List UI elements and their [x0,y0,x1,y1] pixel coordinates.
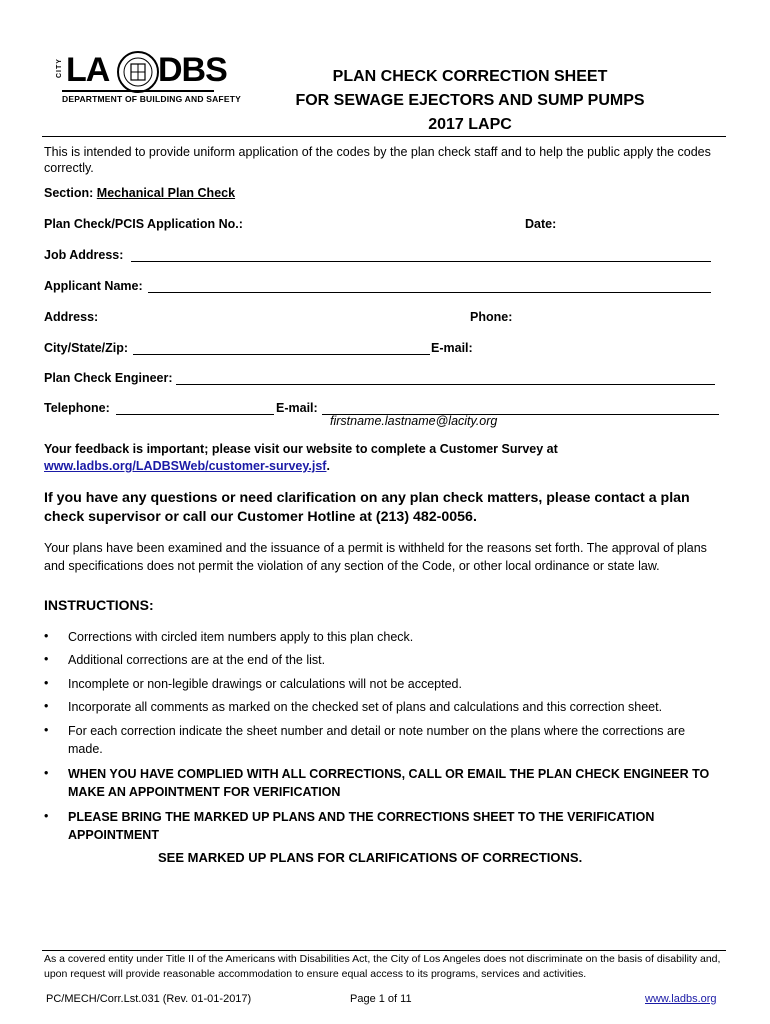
job-address-field[interactable] [131,261,711,262]
title-line-1: PLAN CHECK CORRECTION SHEET [332,68,608,85]
email-hint: firstname.lastname@lacity.org [330,414,498,428]
engineer-label: Plan Check Engineer: [44,371,173,385]
bullet-icon: • [44,699,49,713]
instruction-item: WHEN YOU HAVE COMPLIED WITH ALL CORRECTIONS, CALL OR EMAIL THE PLAN CHECK ENGINEER TO MAKE AN APPOINTMENT FOR VERIFICATION [68,767,710,799]
bullet-icon: • [44,766,49,780]
instruction-item: Incomplete or non-legible drawings or calculations will not be accepted. [68,677,462,691]
title-line-2: FOR SEWAGE EJECTORS AND SUMP PUMPS [295,92,645,109]
instruction-item: For each correction indicate the sheet number and detail or note number on the plans where the corrections are made. [68,724,686,756]
city-state-zip-field[interactable] [133,354,430,355]
footer-rule [42,950,726,951]
city-seal-icon [116,50,160,94]
section-line [44,186,235,200]
plan-check-label: Plan Check/PCIS Application No.: [44,217,243,231]
questions-text: If you have any questions or need clarification on any plan check matters, please contact a plan check supervisor or call our Customer Hotline at (213) 482-0056. [44,490,690,525]
ada-notice: As a covered entity under Title II of the Americans with Disabilities Act, the City of Los Angeles does not discriminate on the basis of disability and, upon request will provide reasonable accommodation to ensure equal access to its programs, services and activities. [44,953,721,980]
form-id: PC/MECH/Corr.Lst.031 (Rev. 01-01-2017) [46,993,252,1005]
date-label: Date: [525,217,557,231]
engineer-field[interactable] [176,384,715,385]
instruction-item: PLEASE BRING THE MARKED UP PLANS AND THE CORRECTIONS SHEET TO THE VERIFICATION APPOINTMENT [68,810,655,842]
logo-city-text: CITY [56,58,63,78]
header-rule [42,136,726,137]
applicant-name-field[interactable] [148,292,711,293]
logo-dbs-text: DBS [158,51,227,89]
telephone-label: Telephone: [44,401,110,415]
bullet-icon: • [44,723,49,737]
logo-rule [62,90,214,92]
bullet-icon: • [44,652,49,666]
email2-label: E-mail: [276,401,318,415]
feedback-period: . [326,459,330,473]
section-value: Mechanical Plan Check [96,186,236,200]
telephone-field[interactable] [116,414,274,415]
feedback-link-line [44,459,330,473]
address-label: Address: [44,310,99,324]
bullet-icon: • [44,809,49,823]
title-line-3: 2017 LAPC [428,116,512,133]
logo-dept-text: DEPARTMENT OF BUILDING AND SAFETY [62,94,241,104]
bullet-icon: • [44,676,49,690]
logo-la-text: LA [66,51,110,89]
instruction-item: Incorporate all comments as marked on the checked set of plans and calculations and this correction sheet. [68,700,663,714]
phone-label: Phone: [470,310,513,324]
feedback-text: Your feedback is important; please visit our website to complete a Customer Survey at [44,442,558,456]
job-address-label: Job Address: [44,248,124,262]
ladbs-logo [56,48,241,110]
page-number: Page 1 of 11 [350,993,412,1005]
instruction-item: Additional corrections are at the end of the list. [68,653,326,667]
applicant-label: Applicant Name: [44,279,143,293]
examined-text: Your plans have been examined and the issuance of a permit is withheld for the reasons set forth. The approval of plans and specifications does not permit the violation of any section of the Code, or other local ordinance or state law. [44,541,707,573]
instructions-heading: INSTRUCTIONS: [44,597,154,613]
footer-website-link[interactable]: www.ladbs.org [645,993,717,1005]
intro-text: This is intended to provide uniform application of the codes by the plan check staff and to help the public apply the codes correctly. [44,145,711,175]
instruction-item: Corrections with circled item numbers apply to this plan check. [68,630,414,644]
customer-survey-link[interactable]: www.ladbs.org/LADBSWeb/customer-survey.jsf [44,459,327,473]
email-label: E-mail: [431,341,473,355]
see-marked-text: SEE MARKED UP PLANS FOR CLARIFICATIONS OF CORRECTIONS. [158,850,583,865]
section-label: Section: [44,186,94,200]
bullet-icon: • [44,629,49,643]
city-state-zip-label: City/State/Zip: [44,341,129,355]
